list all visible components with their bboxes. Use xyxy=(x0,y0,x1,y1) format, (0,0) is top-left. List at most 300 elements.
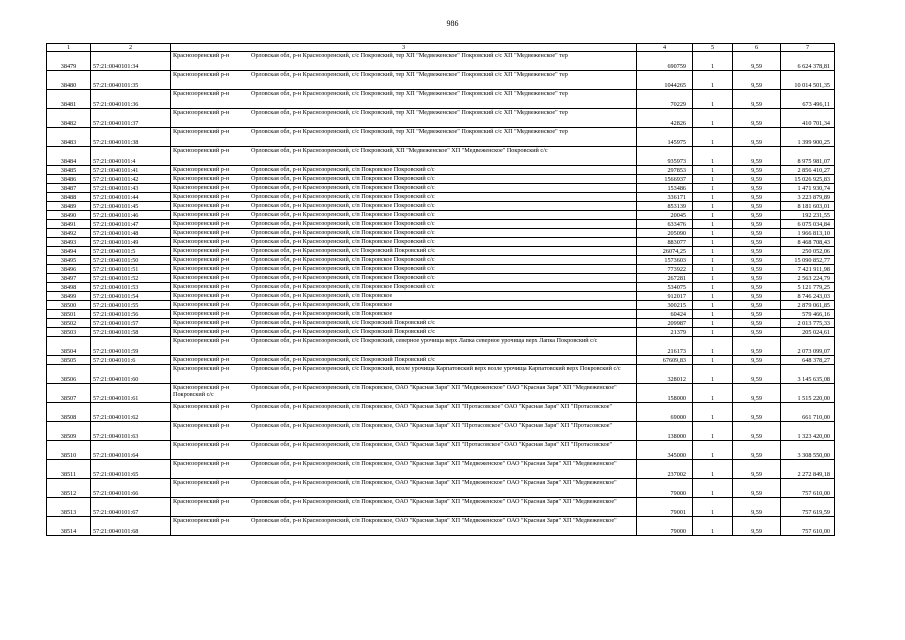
cadastral-code-cell: 57:21:0040101:51 xyxy=(91,265,171,274)
count-cell: 1 xyxy=(693,202,733,211)
area-cell: 1566937 xyxy=(637,175,693,184)
address-text: Орловская обл, р-н Краснозоренский, с/п Покровское Покровский с/с xyxy=(251,220,435,228)
value-cell: 2 563 224,79 xyxy=(781,274,835,283)
area-cell: 237002 xyxy=(637,460,693,479)
count-cell: 1 xyxy=(693,403,733,422)
district-label: Краснозоренский р-н xyxy=(173,517,230,525)
row-number-cell: 38509 xyxy=(47,422,91,441)
count-cell: 1 xyxy=(693,292,733,301)
rate-cell: 9,59 xyxy=(733,365,781,384)
cadastral-code-cell: 57:21:0040101:62 xyxy=(91,403,171,422)
address-text: Орловская обл, р-н Краснозоренский, с/п Покровское xyxy=(251,301,393,309)
value-cell: 579 466,16 xyxy=(781,310,835,319)
rate-cell: 9,59 xyxy=(733,337,781,356)
rate-cell: 9,59 xyxy=(733,517,781,536)
row-number-cell: 38513 xyxy=(47,498,91,517)
rate-cell: 9,59 xyxy=(733,319,781,328)
area-cell: 70229 xyxy=(637,90,693,109)
cadastral-code-cell: 57:21:0040101:64 xyxy=(91,441,171,460)
count-cell: 1 xyxy=(693,310,733,319)
address-text: Орловская обл, р-н Краснозоренский, с/п Покровское Покровский с/с xyxy=(251,211,435,219)
area-cell: 690759 xyxy=(637,52,693,71)
count-cell: 1 xyxy=(693,319,733,328)
address-cell xyxy=(171,256,637,265)
address-text: Орловская обл, р-н Краснозоренский, с/п Покровское, ОАО "Красная Заря" ХП "Медвеженское" ОАО "Красная Заря" ХП "Медвеженское" xyxy=(251,479,617,487)
address-text: Орловская обл, р-н Краснозоренский, с/с Покровский, тер ХП "Медвеженское" Покровский с/с ХП "Медвеженское" тер xyxy=(251,128,568,136)
district-label: Краснозоренский р-н xyxy=(173,211,230,219)
table-row xyxy=(47,90,835,109)
address-cell xyxy=(171,166,637,175)
value-cell: 2 272 849,18 xyxy=(781,460,835,479)
table-row xyxy=(47,422,835,441)
table-row xyxy=(47,403,835,422)
cadastral-code-cell: 57:21:0040101:58 xyxy=(91,328,171,337)
cadastral-code-cell: 57:21:0040101:4 xyxy=(91,147,171,166)
rate-cell: 9,59 xyxy=(733,441,781,460)
value-cell: 192 231,55 xyxy=(781,211,835,220)
district-label: Краснозоренский р-н xyxy=(173,422,230,430)
rate-cell: 9,59 xyxy=(733,292,781,301)
cadastral-code-cell: 57:21:0040101:57 xyxy=(91,319,171,328)
district-label: Краснозоренский р-н xyxy=(173,328,230,336)
cadastral-code-cell: 57:21:0040101:54 xyxy=(91,292,171,301)
value-cell: 15 090 852,77 xyxy=(781,256,835,265)
row-number-cell: 38480 xyxy=(47,71,91,90)
district-label: Краснозоренский р-н xyxy=(173,109,230,117)
count-cell: 1 xyxy=(693,247,733,256)
address-text: Орловская обл, р-н Краснозоренский, с/п Покровское Покровский с/с xyxy=(251,175,435,183)
rate-cell: 9,59 xyxy=(733,211,781,220)
row-number-cell: 38511 xyxy=(47,460,91,479)
count-cell: 1 xyxy=(693,52,733,71)
rate-cell: 9,59 xyxy=(733,175,781,184)
district-label: Краснозоренский р-н xyxy=(173,365,230,373)
count-cell: 1 xyxy=(693,283,733,292)
area-cell: 883077 xyxy=(637,238,693,247)
address-text: Орловская обл, р-н Краснозоренский, с/с Покровский Покровский с/с xyxy=(251,328,435,336)
value-cell: 410 701,34 xyxy=(781,109,835,128)
area-cell: 267281 xyxy=(637,274,693,283)
value-cell: 2 073 099,07 xyxy=(781,337,835,356)
address-cell xyxy=(171,328,637,337)
area-cell: 300215 xyxy=(637,301,693,310)
rate-cell: 9,59 xyxy=(733,274,781,283)
cadastral-code-cell: 57:21:0040101:65 xyxy=(91,460,171,479)
address-cell xyxy=(171,403,637,422)
area-cell: 1573603 xyxy=(637,256,693,265)
cadastral-code-cell: 57:21:0040101:35 xyxy=(91,71,171,90)
district-label: Краснозоренский р-н xyxy=(173,193,230,201)
count-cell: 1 xyxy=(693,384,733,403)
column-header: 5 xyxy=(693,44,733,52)
rate-cell: 9,59 xyxy=(733,220,781,229)
value-cell: 8 468 708,43 xyxy=(781,238,835,247)
table-row xyxy=(47,166,835,175)
rate-cell: 9,59 xyxy=(733,384,781,403)
table-row xyxy=(47,337,835,356)
cadastral-value-table xyxy=(46,43,835,536)
table-row xyxy=(47,256,835,265)
row-number-cell: 38481 xyxy=(47,90,91,109)
district-label: Краснозоренский р-н xyxy=(173,498,230,506)
area-cell: 79001 xyxy=(637,498,693,517)
column-header: 2 xyxy=(91,44,171,52)
address-cell xyxy=(171,52,637,71)
rate-cell: 9,59 xyxy=(733,128,781,147)
count-cell: 1 xyxy=(693,238,733,247)
district-label: Краснозоренский р-н xyxy=(173,265,230,273)
value-cell: 6 075 034,84 xyxy=(781,220,835,229)
area-cell: 20045 xyxy=(637,211,693,220)
row-number-cell: 38502 xyxy=(47,319,91,328)
count-cell: 1 xyxy=(693,460,733,479)
address-cell xyxy=(171,211,637,220)
table-row xyxy=(47,283,835,292)
count-cell: 1 xyxy=(693,498,733,517)
row-number-cell: 38484 xyxy=(47,147,91,166)
row-number-cell: 38510 xyxy=(47,441,91,460)
row-number-cell: 38512 xyxy=(47,479,91,498)
row-number-cell: 38497 xyxy=(47,274,91,283)
table-row xyxy=(47,247,835,256)
table-body xyxy=(47,44,835,536)
rate-cell: 9,59 xyxy=(733,247,781,256)
address-cell xyxy=(171,220,637,229)
table-row xyxy=(47,319,835,328)
table-row xyxy=(47,184,835,193)
value-cell: 648 378,27 xyxy=(781,356,835,365)
address-text: Орловская обл, р-н Краснозоренский, с/п Покровское Покровский с/с xyxy=(251,274,435,282)
row-number-cell: 38479 xyxy=(47,52,91,71)
rate-cell: 9,59 xyxy=(733,283,781,292)
value-cell: 2 856 410,27 xyxy=(781,166,835,175)
address-cell xyxy=(171,193,637,202)
value-cell: 1 399 900,25 xyxy=(781,128,835,147)
value-cell: 757 610,00 xyxy=(781,479,835,498)
table-row xyxy=(47,517,835,536)
count-cell: 1 xyxy=(693,193,733,202)
value-cell: 8 181 603,01 xyxy=(781,202,835,211)
area-cell: 216173 xyxy=(637,337,693,356)
count-cell: 1 xyxy=(693,71,733,90)
cadastral-code-cell: 57:21:0040101:46 xyxy=(91,211,171,220)
table-row xyxy=(47,301,835,310)
value-cell: 1 471 930,74 xyxy=(781,184,835,193)
table-row xyxy=(47,109,835,128)
value-cell: 757 619,59 xyxy=(781,498,835,517)
area-cell: 67609,83 xyxy=(637,356,693,365)
row-number-cell: 38498 xyxy=(47,283,91,292)
district-label: Краснозоренский р-н xyxy=(173,337,230,345)
row-number-cell: 38499 xyxy=(47,292,91,301)
rate-cell: 9,59 xyxy=(733,90,781,109)
address-cell xyxy=(171,365,637,384)
address-text: Орловская обл, р-н Краснозоренский, с/п Покровское Покровский с/с xyxy=(251,256,435,264)
count-cell: 1 xyxy=(693,229,733,238)
row-number-cell: 38503 xyxy=(47,328,91,337)
rate-cell: 9,59 xyxy=(733,498,781,517)
area-cell: 336171 xyxy=(637,193,693,202)
rate-cell: 9,59 xyxy=(733,301,781,310)
address-text: Орловская обл, р-н Краснозоренский, с/п Покровское Покровский с/с xyxy=(251,283,435,291)
area-cell: 328012 xyxy=(637,365,693,384)
district-label: Краснозоренский р-н xyxy=(173,319,230,327)
page-number: 986 xyxy=(446,19,459,28)
address-cell xyxy=(171,517,637,536)
row-number-cell: 38506 xyxy=(47,365,91,384)
cadastral-code-cell: 57:21:0040101:48 xyxy=(91,229,171,238)
value-cell: 205 024,61 xyxy=(781,328,835,337)
row-number-cell: 38486 xyxy=(47,175,91,184)
area-cell: 42826 xyxy=(637,109,693,128)
value-cell: 250 052,06 xyxy=(781,247,835,256)
row-number-cell: 38490 xyxy=(47,211,91,220)
rate-cell: 9,59 xyxy=(733,193,781,202)
area-cell: 79000 xyxy=(637,479,693,498)
district-label: Краснозоренский р-н xyxy=(173,403,230,411)
count-cell: 1 xyxy=(693,220,733,229)
address-text: Орловская обл, р-н Краснозоренский, с/с Покровский, ХП "Медвеженское" ХП "Медвеженское" Покровский с/с xyxy=(251,147,548,155)
rate-cell: 9,59 xyxy=(733,166,781,175)
address-cell xyxy=(171,384,637,403)
count-cell: 1 xyxy=(693,517,733,536)
address-text: Орловская обл, р-н Краснозоренский, с/с Покровский, возле урочища Карпатовский верх возле урочища Карпатовский верх Покровский с/с xyxy=(251,365,621,373)
value-cell: 3 308 550,00 xyxy=(781,441,835,460)
cadastral-code-cell: 57:21:0040101:5 xyxy=(91,247,171,256)
district-label: Краснозоренский р-н xyxy=(173,128,230,136)
area-cell: 153486 xyxy=(637,184,693,193)
rate-cell: 9,59 xyxy=(733,109,781,128)
address-cell xyxy=(171,498,637,517)
cadastral-code-cell: 57:21:0040101:55 xyxy=(91,301,171,310)
table-row xyxy=(47,202,835,211)
area-cell: 534075 xyxy=(637,283,693,292)
address-text: Орловская обл, р-н Краснозоренский, с/п Покровское, ОАО "Красная Заря" ХП "Медвеженское" ОАО "Красная Заря" ХП "Медвеженское" Покровский с/с xyxy=(173,384,617,399)
address-cell xyxy=(171,202,637,211)
address-cell xyxy=(171,422,637,441)
area-cell: 26074,25 xyxy=(637,247,693,256)
cadastral-code-cell: 57:21:0040101:34 xyxy=(91,52,171,71)
count-cell: 1 xyxy=(693,166,733,175)
address-text: Орловская обл, р-н Краснозоренский, с/п Покровское, ОАО "Красная Заря" ХП "Протасовское" ОАО "Красная Заря" ХП "Протасовское" xyxy=(251,422,613,430)
district-label: Краснозоренский р-н xyxy=(173,166,230,174)
count-cell: 1 xyxy=(693,90,733,109)
address-cell xyxy=(171,460,637,479)
address-text: Орловская обл, р-н Краснозоренский, с/п Покровское, ОАО "Красная Заря" ХП "Медвеженское" ОАО "Красная Заря" ХП "Медвеженское" xyxy=(251,498,617,506)
row-number-cell: 38492 xyxy=(47,229,91,238)
rate-cell: 9,59 xyxy=(733,328,781,337)
address-text: Орловская обл, р-н Краснозоренский, с/п Покровское Покровский с/с xyxy=(251,202,435,210)
address-cell xyxy=(171,337,637,356)
area-cell: 935973 xyxy=(637,147,693,166)
value-cell: 5 121 779,25 xyxy=(781,283,835,292)
address-text: Орловская обл, р-н Краснозоренский, с/п Покровское Покровский с/с xyxy=(251,184,435,192)
table-row xyxy=(47,365,835,384)
count-cell: 1 xyxy=(693,274,733,283)
cadastral-code-cell: 57:21:0040101:52 xyxy=(91,274,171,283)
address-text: Орловская обл, р-н Краснозоренский, с/с Покровский Покровский с/с xyxy=(251,247,435,255)
column-header: 6 xyxy=(733,44,781,52)
count-cell: 1 xyxy=(693,128,733,147)
rate-cell: 9,59 xyxy=(733,460,781,479)
district-label: Краснозоренский р-н xyxy=(173,147,230,155)
cadastral-code-cell: 57:21:0040101:68 xyxy=(91,517,171,536)
address-text: Орловская обл, р-н Краснозоренский, с/п Покровское, ОАО "Красная Заря" ХП "Медвеженское" ОАО "Красная Заря" ХП "Медвеженское" xyxy=(251,517,617,525)
table-row xyxy=(47,310,835,319)
district-label: Краснозоренский р-н xyxy=(173,52,230,60)
table-row xyxy=(47,498,835,517)
table-row xyxy=(47,238,835,247)
count-cell: 1 xyxy=(693,147,733,166)
count-cell: 1 xyxy=(693,441,733,460)
area-cell: 145975 xyxy=(637,128,693,147)
table-row xyxy=(47,328,835,337)
district-label: Краснозоренский р-н xyxy=(173,274,230,282)
rate-cell: 9,59 xyxy=(733,184,781,193)
value-cell: 757 610,00 xyxy=(781,517,835,536)
district-label: Краснозоренский р-н xyxy=(173,441,230,449)
address-cell xyxy=(171,319,637,328)
table-row xyxy=(47,274,835,283)
address-text: Орловская обл, р-н Краснозоренский, с/п Покровское, ОАО "Красная Заря" ХП "Медвеженское" ОАО "Красная Заря" ХП "Медвеженское" xyxy=(251,460,617,468)
rate-cell: 9,59 xyxy=(733,202,781,211)
cadastral-code-cell: 57:21:0040101:66 xyxy=(91,479,171,498)
row-number-cell: 38508 xyxy=(47,403,91,422)
row-number-cell: 38483 xyxy=(47,128,91,147)
value-cell: 6 624 378,81 xyxy=(781,52,835,71)
value-cell: 10 014 501,35 xyxy=(781,71,835,90)
district-label: Краснозоренский р-н xyxy=(173,238,230,246)
count-cell: 1 xyxy=(693,256,733,265)
table-row xyxy=(47,128,835,147)
rate-cell: 9,59 xyxy=(733,71,781,90)
address-text: Орловская обл, р-н Краснозоренский, с/п Покровское Покровский с/с xyxy=(251,238,435,246)
area-cell: 69000 xyxy=(637,403,693,422)
address-cell xyxy=(171,283,637,292)
address-cell xyxy=(171,229,637,238)
address-cell xyxy=(171,109,637,128)
row-number-cell: 38482 xyxy=(47,109,91,128)
value-cell: 15 026 925,83 xyxy=(781,175,835,184)
table-row xyxy=(47,384,835,403)
cadastral-code-cell: 57:21:0040101:6 xyxy=(91,356,171,365)
area-cell: 1044265 xyxy=(637,71,693,90)
district-label: Краснозоренский р-н xyxy=(173,247,230,255)
row-number-cell: 38501 xyxy=(47,310,91,319)
address-cell xyxy=(171,71,637,90)
value-cell: 1 323 420,00 xyxy=(781,422,835,441)
district-label: Краснозоренский р-н xyxy=(173,175,230,183)
count-cell: 1 xyxy=(693,265,733,274)
count-cell: 1 xyxy=(693,301,733,310)
value-cell: 3 145 635,08 xyxy=(781,365,835,384)
address-cell xyxy=(171,301,637,310)
row-number-cell: 38487 xyxy=(47,184,91,193)
row-number-cell: 38493 xyxy=(47,238,91,247)
cadastral-code-cell: 57:21:0040101:67 xyxy=(91,498,171,517)
area-cell: 138000 xyxy=(637,422,693,441)
count-cell: 1 xyxy=(693,422,733,441)
district-label: Краснозоренский р-н xyxy=(173,292,230,300)
cadastral-code-cell: 57:21:0040101:43 xyxy=(91,184,171,193)
cadastral-code-cell: 57:21:0040101:56 xyxy=(91,310,171,319)
address-text: Орловская обл, р-н Краснозоренский, с/с Покровский, тер ХП "Медвеженское" Покровский с/с ХП "Медвеженское" тер xyxy=(251,109,568,117)
address-cell xyxy=(171,310,637,319)
count-cell: 1 xyxy=(693,184,733,193)
district-label: Краснозоренский р-н xyxy=(173,310,230,318)
cadastral-code-cell: 57:21:0040101:38 xyxy=(91,128,171,147)
area-cell: 853139 xyxy=(637,202,693,211)
header-row xyxy=(47,44,835,52)
count-cell: 1 xyxy=(693,479,733,498)
count-cell: 1 xyxy=(693,328,733,337)
area-cell: 21379 xyxy=(637,328,693,337)
column-header: 3 xyxy=(171,44,637,52)
row-number-cell: 38489 xyxy=(47,202,91,211)
rate-cell: 9,59 xyxy=(733,229,781,238)
cadastral-code-cell: 57:21:0040101:41 xyxy=(91,166,171,175)
row-number-cell: 38495 xyxy=(47,256,91,265)
address-cell xyxy=(171,356,637,365)
district-label: Краснозоренский р-н xyxy=(173,301,230,309)
area-cell: 297853 xyxy=(637,166,693,175)
table-row xyxy=(47,441,835,460)
address-cell xyxy=(171,479,637,498)
district-label: Краснозоренский р-н xyxy=(173,384,230,392)
address-cell xyxy=(171,441,637,460)
address-text: Орловская обл, р-н Краснозоренский, с/п Покровское xyxy=(251,292,393,300)
cadastral-code-cell: 57:21:0040101:49 xyxy=(91,238,171,247)
area-cell: 158000 xyxy=(637,384,693,403)
address-text: Орловская обл, р-н Краснозоренский, с/с Покровский Покровский с/с xyxy=(251,356,435,364)
rate-cell: 9,59 xyxy=(733,147,781,166)
cadastral-code-cell: 57:21:0040101:53 xyxy=(91,283,171,292)
cadastral-code-cell: 57:21:0040101:60 xyxy=(91,365,171,384)
count-cell: 1 xyxy=(693,109,733,128)
table-row xyxy=(47,292,835,301)
row-number-cell: 38491 xyxy=(47,220,91,229)
address-cell xyxy=(171,238,637,247)
rate-cell: 9,59 xyxy=(733,403,781,422)
cadastral-code-cell: 57:21:0040101:63 xyxy=(91,422,171,441)
district-label: Краснозоренский р-н xyxy=(173,229,230,237)
address-cell xyxy=(171,274,637,283)
table-row xyxy=(47,229,835,238)
value-cell: 3 223 879,89 xyxy=(781,193,835,202)
address-cell xyxy=(171,247,637,256)
address-text: Орловская обл, р-н Краснозоренский, с/п Покровское Покровский с/с xyxy=(251,193,435,201)
district-label: Краснозоренский р-н xyxy=(173,460,230,468)
area-cell: 345000 xyxy=(637,441,693,460)
address-text: Орловская обл, р-н Краснозоренский, с/п Покровское xyxy=(251,310,393,318)
value-cell: 8 975 981,07 xyxy=(781,147,835,166)
row-number-cell: 38488 xyxy=(47,193,91,202)
value-cell: 661 710,00 xyxy=(781,403,835,422)
address-cell xyxy=(171,175,637,184)
area-cell: 633476 xyxy=(637,220,693,229)
area-cell: 79000 xyxy=(637,517,693,536)
row-number-cell: 38504 xyxy=(47,337,91,356)
address-text: Орловская обл, р-н Краснозоренский, с/п Покровское Покровский с/с xyxy=(251,265,435,273)
cadastral-code-cell: 57:21:0040101:50 xyxy=(91,256,171,265)
value-cell: 1 515 220,00 xyxy=(781,384,835,403)
count-cell: 1 xyxy=(693,356,733,365)
row-number-cell: 38496 xyxy=(47,265,91,274)
column-header: 7 xyxy=(781,44,835,52)
count-cell: 1 xyxy=(693,175,733,184)
table-row xyxy=(47,193,835,202)
rate-cell: 9,59 xyxy=(733,479,781,498)
